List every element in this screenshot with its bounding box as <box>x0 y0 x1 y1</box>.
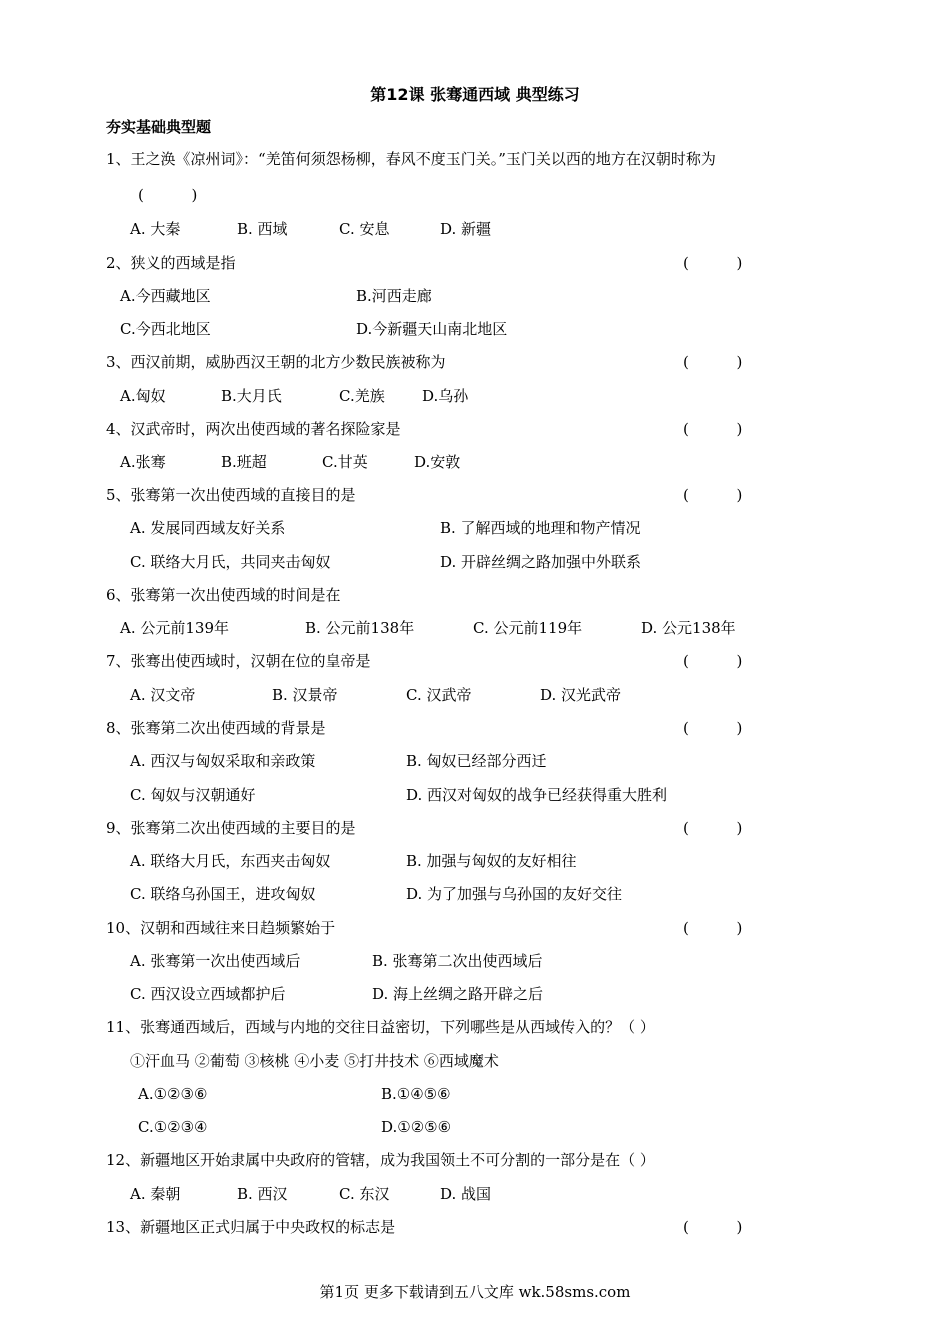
question-7-option-b: B. 汉景帝 <box>272 686 338 704</box>
question-11-stem: 11、张骞通西域后，西域与内地的交往日益密切，下列哪些是从西域传入的？（ ） <box>106 1018 655 1036</box>
question-3-option-b: B.大月氏 <box>221 387 282 405</box>
question-12-option-b: B. 西汉 <box>237 1185 288 1203</box>
question-4-option-d: D.安敦 <box>414 453 461 471</box>
question-5-option-d: D. 开辟丝绸之路加强中外联系 <box>440 553 642 571</box>
question-5-option-b: B. 了解西域的地理和物产情况 <box>440 519 641 537</box>
question-2-answer-blank: ( ) <box>683 254 743 272</box>
question-6-option-c: C. 公元前119年 <box>473 619 583 637</box>
question-6-option-d: D. 公元138年 <box>641 619 736 637</box>
question-6-option-a: A. 公元前139年 <box>120 619 229 637</box>
question-9-option-b: B. 加强与匈奴的友好相往 <box>406 852 577 870</box>
question-12-stem: 12、新疆地区开始隶属中央政府的管辖，成为我国领土不可分割的一部分是在（ ） <box>106 1151 655 1169</box>
question-10-option-d: D. 海上丝绸之路开辟之后 <box>372 985 544 1003</box>
question-7-stem: 7、张骞出使西域时，汉朝在位的皇帝是 <box>106 652 371 670</box>
question-4-option-a: A.张骞 <box>120 453 166 471</box>
question-6-option-b: B. 公元前138年 <box>305 619 415 637</box>
question-3-option-a: A.匈奴 <box>120 387 166 405</box>
question-12-option-c: C. 东汉 <box>339 1185 390 1203</box>
question-2-stem: 2、狭义的西域是指 <box>106 254 236 272</box>
question-10-stem: 10、汉朝和西域往来日趋频繁始于 <box>106 919 336 937</box>
question-11-option-d: D.①②⑤⑥ <box>381 1118 452 1136</box>
question-3-answer-blank: ( ) <box>683 353 743 371</box>
question-5-option-a: A. 发展同西域友好关系 <box>130 519 286 537</box>
question-1-option-d: D. 新疆 <box>440 220 492 238</box>
question-4-option-b: B.班超 <box>221 453 267 471</box>
question-9-option-c: C. 联络乌孙国王，进攻匈奴 <box>130 885 316 903</box>
question-1-option-b: B. 西域 <box>237 220 288 238</box>
question-9-option-d: D. 为了加强与乌孙国的友好交往 <box>406 885 623 903</box>
question-3-stem: 3、西汉前期，威胁西汉王朝的北方少数民族被称为 <box>106 353 446 371</box>
question-2-option-a: A.今西藏地区 <box>120 287 211 305</box>
question-5-answer-blank: ( ) <box>683 486 743 504</box>
question-3-option-d: D.乌孙 <box>422 387 469 405</box>
question-4-option-c: C.甘英 <box>322 453 368 471</box>
question-7-option-a: A. 汉文帝 <box>130 686 196 704</box>
question-1-option-a: A. 大秦 <box>130 220 181 238</box>
question-5-option-c: C. 联络大月氏，共同夹击匈奴 <box>130 553 331 571</box>
section-heading: 夯实基础典型题 <box>106 118 212 136</box>
question-8-answer-blank: ( ) <box>683 719 743 737</box>
question-10-option-b: B. 张骞第二次出使西域后 <box>372 952 543 970</box>
question-9-answer-blank: ( ) <box>683 819 743 837</box>
question-10-option-c: C. 西汉设立西域都护后 <box>130 985 286 1003</box>
question-2-option-c: C.今西北地区 <box>120 320 211 338</box>
page-footer: 第1页 更多下载请到五八文库 wk.58sms.com <box>319 1283 631 1301</box>
question-4-stem: 4、汉武帝时，两次出使西域的著名探险家是 <box>106 420 401 438</box>
question-13-answer-blank: ( ) <box>683 1218 743 1236</box>
question-6-stem: 6、张骞第一次出使西域的时间是在 <box>106 586 341 604</box>
question-8-option-c: C. 匈奴与汉朝通好 <box>130 786 256 804</box>
question-5-stem: 5、张骞第一次出使西域的直接目的是 <box>106 486 356 504</box>
question-3-option-c: C.羌族 <box>339 387 385 405</box>
question-2-option-d: D.今新疆天山南北地区 <box>356 320 508 338</box>
question-4-answer-blank: ( ) <box>683 420 743 438</box>
question-10-answer-blank: ( ) <box>683 919 743 937</box>
page-title: 第12课 张骞通西域 典型练习 <box>370 85 580 104</box>
question-8-stem: 8、张骞第二次出使西域的背景是 <box>106 719 326 737</box>
question-10-option-a: A. 张骞第一次出使西域后 <box>130 952 301 970</box>
question-12-option-a: A. 秦朝 <box>130 1185 181 1203</box>
question-7-option-d: D. 汉光武帝 <box>540 686 622 704</box>
question-13-stem: 13、新疆地区正式归属于中央政权的标志是 <box>106 1218 396 1236</box>
question-1-stem: 1、王之涣《凉州词》：“羌笛何须怨杨柳，春风不度玉门关。”玉门关以西的地方在汉朝时称为 <box>106 150 716 168</box>
question-11-option-a: A.①②③⑥ <box>138 1085 208 1103</box>
question-11-option-c: C.①②③④ <box>138 1118 208 1136</box>
question-12-option-d: D. 战国 <box>440 1185 492 1203</box>
question-8-option-b: B. 匈奴已经部分西迁 <box>406 752 547 770</box>
question-1-answer-blank: ( ) <box>138 186 198 204</box>
question-7-answer-blank: ( ) <box>683 652 743 670</box>
question-9-option-a: A. 联络大月氏，东西夹击匈奴 <box>130 852 331 870</box>
question-7-option-c: C. 汉武帝 <box>406 686 472 704</box>
question-11-option-b: B.①④⑤⑥ <box>381 1085 451 1103</box>
question-8-option-d: D. 西汉对匈奴的战争已经获得重大胜利 <box>406 786 668 804</box>
question-2-option-b: B.河西走廊 <box>356 287 432 305</box>
question-8-option-a: A. 西汉与匈奴采取和亲政策 <box>130 752 316 770</box>
question-1-option-c: C. 安息 <box>339 220 390 238</box>
question-11-items: ①汗血马 ②葡萄 ③核桃 ④小麦 ⑤打井技术 ⑥西域魔术 <box>130 1052 499 1070</box>
question-9-stem: 9、张骞第二次出使西域的主要目的是 <box>106 819 356 837</box>
